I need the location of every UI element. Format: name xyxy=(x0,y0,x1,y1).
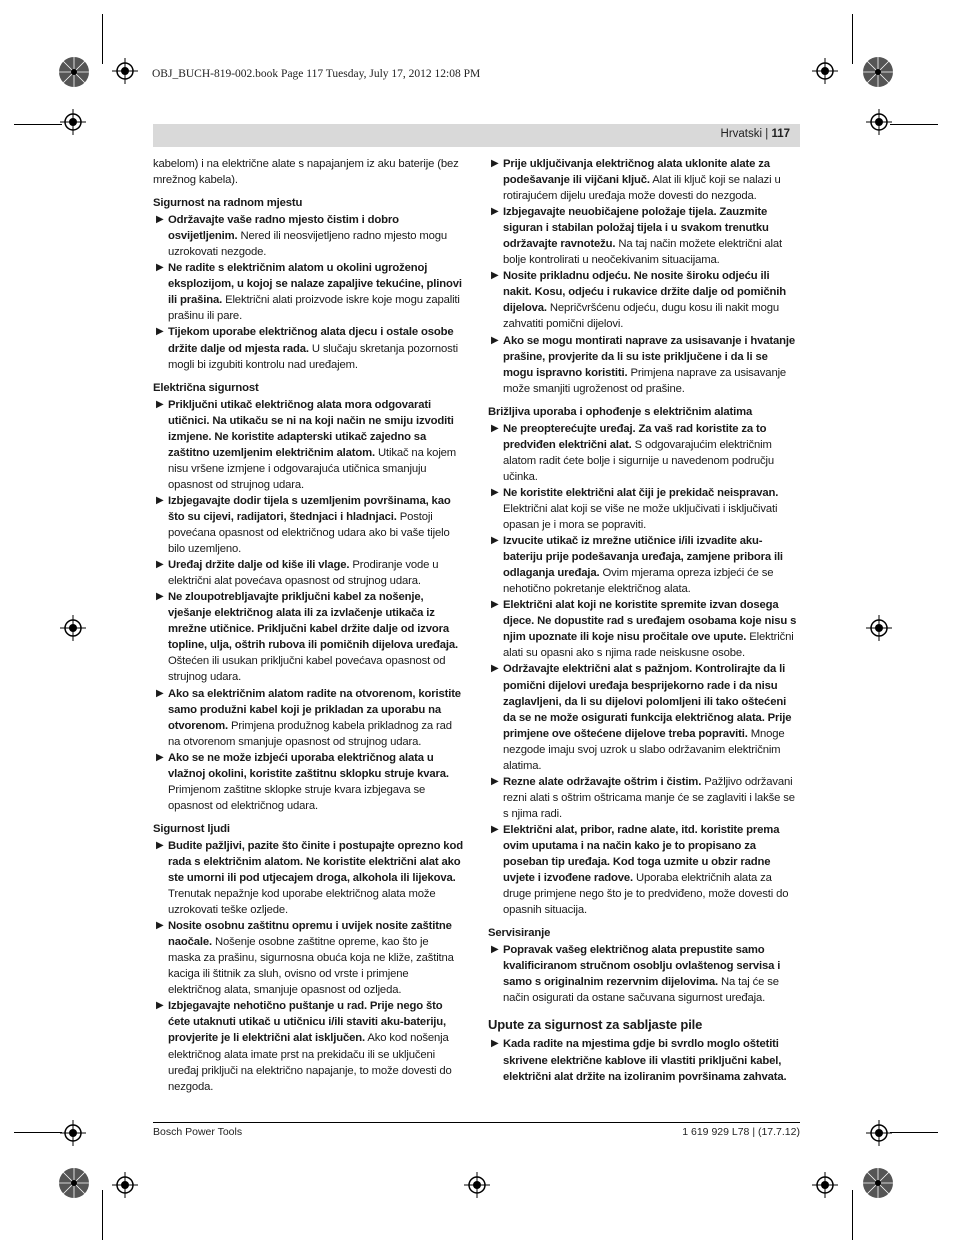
item-text: Nered ili neosvijetljeno radno mjesto mogu uzrokovati nezgode. xyxy=(168,230,448,259)
bullet-arrow-icon: ▶ xyxy=(156,326,164,338)
list-item xyxy=(488,204,800,268)
bullet-arrow-icon: ▶ xyxy=(491,334,499,346)
section-heading: Brižljiva uporaba i ophođenje s električnim alatima xyxy=(488,405,753,418)
footer-brand: Bosch Power Tools xyxy=(153,1126,243,1138)
list-item xyxy=(488,661,800,773)
list-item xyxy=(153,838,463,918)
bullet-arrow-icon: ▶ xyxy=(491,206,499,218)
list-item xyxy=(488,421,800,485)
bullet-arrow-icon: ▶ xyxy=(491,486,499,498)
item-text: Mnoge nezgode imaju svoj uzrok u slabo održavanim električnim alatima. xyxy=(503,727,785,772)
crop-line xyxy=(14,124,62,125)
registration-mark-icon xyxy=(812,58,838,84)
item-bold-text: Prije uključivanja električnog alata uklonite alate za podešavanje ili vijčani ključ. xyxy=(503,158,770,187)
bullet-arrow-icon: ▶ xyxy=(156,751,164,763)
crop-line xyxy=(102,1190,103,1240)
list-item xyxy=(153,260,463,324)
bullet-arrow-icon: ▶ xyxy=(156,591,164,603)
bullet-arrow-icon: ▶ xyxy=(491,158,499,169)
item-text: Ovim mjerama opreza izbjeći će se nehotično pokretanje električnog alata. xyxy=(503,567,774,596)
item-bold-text: Održavajte vaše radno mjesto čistim i dobro osvijetljenim. xyxy=(168,214,399,243)
page-header xyxy=(153,124,800,147)
crop-line xyxy=(890,124,938,125)
item-text: Utikač na kojem nisu vršene izmjene i odgovarajuća utičnica smanjuju opasnost od strujnog udara. xyxy=(168,446,457,491)
header-text xyxy=(721,128,790,140)
page-number: 117 xyxy=(771,128,790,140)
bullet-arrow-icon: ▶ xyxy=(156,839,164,851)
item-bold-text: Ne koristite električni alat čiji je prekidač neispravan. xyxy=(503,486,779,499)
item-bold-text: Ako sa električnim alatom radite na otvorenom, koristite samo produžni kabel koji je prikladan za uporabu na otvorenom. xyxy=(168,687,461,732)
bullet-arrow-icon: ▶ xyxy=(491,599,499,611)
bullet-arrow-icon: ▶ xyxy=(491,944,499,956)
item-text: Nepričvršćenu odjeću, dugu kosu ili nakit mogu zahvatiti pomični dijelovi. xyxy=(503,302,780,331)
item-text: Prodiranje vode u električni alat povećava opasnost od strujnog udara. xyxy=(168,559,439,588)
item-bold-text: Popravak vašeg električnog alata prepustite samo kvalificiranom stručnom osoblju ovlaštenog servisa i samo s originalnim rezervnim dijelovima. xyxy=(503,944,781,989)
header-language: Hrvatski | xyxy=(720,128,772,140)
right-column xyxy=(488,156,800,1085)
item-text: Pažljivo održavani rezni alati s oštrim oštricama manje će se zaglaviti i lakše se s njima radi. xyxy=(503,775,795,820)
chapter-heading: Upute za sigurnost za sabljaste pile xyxy=(488,1017,703,1033)
bullet-arrow-icon: ▶ xyxy=(156,262,164,274)
list-item xyxy=(153,397,463,493)
starburst-target-icon xyxy=(58,56,90,88)
bullet-arrow-icon: ▶ xyxy=(156,1000,164,1012)
item-bold-text: Električni alat, pribor, radne alate, itd. koristite prema ovim uputama i na način kako je to propisano za poseban tip uređaja. Kod toga uzmite u obzir radne uvjete i izvođene radove. xyxy=(503,823,780,885)
list-item xyxy=(153,589,463,685)
bullet-arrow-icon: ▶ xyxy=(491,663,499,675)
item-bold-text: Nosite osobnu zaštitnu opremu i uvijek nosite zaštitne naočale. xyxy=(168,920,452,949)
item-bold-text: Rezne alate održavajte oštrim i čistim. xyxy=(503,775,702,788)
item-text: Električni alat koji se više ne može uključivati i isključivati opasan je i mora se popraviti. xyxy=(503,502,778,532)
registration-mark-icon xyxy=(112,58,138,84)
section-heading: Sigurnost na radnom mjestu xyxy=(153,197,303,210)
bullet-arrow-icon: ▶ xyxy=(156,214,164,226)
crop-line xyxy=(102,14,103,64)
crop-line xyxy=(852,1190,853,1240)
item-bold-text: Izbjegavajte nehotično puštanje u rad. Prije nego što ćete utaknuti utikač u utičnicu i/ili staviti aku-bateriju, provjerite je li električni alat isključen. xyxy=(168,1000,447,1045)
list-item xyxy=(153,686,463,750)
list-item xyxy=(488,597,800,661)
item-bold-text: Ako se mogu montirati naprave za usisavanje i hvatanje prašine, provjerite da li su iste priključene i da li se mogu ispravno koristiti. xyxy=(503,334,795,379)
bullet-arrow-icon: ▶ xyxy=(491,775,499,787)
list-item xyxy=(488,822,800,918)
item-text: Na taj način možete električni alat bolje kontrolirati u neočekivanim situacijama. xyxy=(503,238,783,267)
bullet-arrow-icon: ▶ xyxy=(156,687,164,699)
registration-mark-icon xyxy=(866,615,892,641)
item-bold-text: Nosite prikladnu odjeću. Ne nosite široku odjeću ili nakit. Kosu, odjeću i rukavice držite dalje od pomičnih dijelova. xyxy=(503,270,787,315)
print-info-line: OBJ_BUCH-819-002.book Page 117 Tuesday, July 17, 2012 12:08 PM xyxy=(152,68,481,80)
footer-doc-number: 1 619 929 L78 | (17.7.12) xyxy=(682,1126,800,1138)
bullet-arrow-icon: ▶ xyxy=(491,823,499,835)
item-bold-text: Tijekom uporabe električnog alata djecu i ostale osobe držite dalje od mjesta rada. xyxy=(168,326,454,355)
item-bold-text: Izvucite utikač iz mrežne utičnice i/ili izvadite aku-bateriju prije podešavanja uređaja, zamjene pribora ili odlaganja uređaja. xyxy=(503,535,783,580)
intro-text: kabelom) i na električne alate s napajanjem iz aku baterije (bez mrežnog kabela). xyxy=(153,158,459,187)
item-bold-text: Kada radite na mjestima gdje bi svrdlo moglo oštetiti skrivene električne kablove ili vlastiti priključni kabel, električni alat držite na izoliranim površinama zahvata. xyxy=(503,1038,787,1083)
list-item xyxy=(488,156,800,204)
list-item xyxy=(488,268,800,332)
bullet-arrow-icon: ▶ xyxy=(156,494,164,506)
list-item xyxy=(153,493,463,557)
registration-mark-icon xyxy=(60,109,86,135)
item-text: U slučaju skretanja pozornosti mogli bi izgubiti kontrolu nad uređajem. xyxy=(168,342,459,371)
item-text: Primjena produžnog kabela prikladnog za rad na otvorenom smanjuje opasnost od strujnog udara. xyxy=(168,719,452,748)
item-text: Oštećen ili usukan priključni kabel povećava opasnost od strujnog udara. xyxy=(168,655,446,684)
item-text: Primjenom zaštitne sklopke struje kvara izbjegava se opasnost od električnog udara. xyxy=(168,783,426,812)
list-item xyxy=(488,333,800,397)
item-bold-text: Uređaj držite dalje od kiše ili vlage. xyxy=(168,559,350,572)
starburst-target-icon xyxy=(58,1167,90,1199)
item-text: Električni alati proizvode iskre koje mogu zapaliti prašinu ili pare. xyxy=(168,294,460,323)
item-bold-text: Budite pažljivi, pazite što činite i postupajte oprezno kod rada s električnim alatom. Ne koristite električni alat ako ste umorni ili pod utjecajem droga, alkohola ili lijekova. xyxy=(168,839,463,885)
list-item xyxy=(488,942,800,1006)
item-bold-text: Ne preopterećujte uređaj. Za vaš rad koristite za to predviđen električni alat. xyxy=(503,422,767,451)
crop-line xyxy=(890,1132,938,1133)
bullet-arrow-icon: ▶ xyxy=(491,270,499,282)
item-text: Trenutak nepažnje kod uporabe električnog alata može uzrokovati teške ozljede. xyxy=(168,888,436,917)
registration-mark-icon xyxy=(60,615,86,641)
item-text: S odgovarajućim električnim alatom radit ćete bolje i sigurnije u navedenom području učinka. xyxy=(503,438,775,483)
registration-mark-icon xyxy=(464,1172,490,1198)
item-bold-text: Izbjegavajte neuobičajene položaje tijela. Zauzmite siguran i stabilan položaj tijela i u svakom trenutku održavajte ravnotežu. xyxy=(503,206,769,251)
item-bold-text: Izbjegavajte dodir tijela s uzemljenim površinama, kao što su cijevi, radijatori, štednjaci i hladnjaci. xyxy=(168,494,451,523)
item-text: Postoji povećana opasnost od električnog udara ako bi vaše tijelo bilo uzemljeno. xyxy=(168,510,450,556)
list-item xyxy=(153,750,463,814)
bullet-arrow-icon: ▶ xyxy=(156,398,164,410)
registration-mark-icon xyxy=(812,1172,838,1198)
bullet-arrow-icon: ▶ xyxy=(156,559,164,571)
item-text: Na taj će se način osigurati da ostane sačuvana sigurnost uređaja. xyxy=(503,976,779,1005)
item-text: Nošenje osobne zaštitne opreme, kao što je maska za prašinu, sigurnosna obuća koja ne kliže, zaštitna kaciga ili štitnik za sluh, ovisno od vrste i primjene električnog alata, smanjuje opasnost od ozljeda. xyxy=(168,936,454,997)
list-item xyxy=(153,998,463,1094)
item-text: Alat ili ključ koji se nalazi u rotirajućem dijelu uređaja može dovesti do nezgoda. xyxy=(503,174,781,203)
registration-mark-icon xyxy=(866,1120,892,1146)
item-bold-text: Održavajte električni alat s pažnjom. Kontrolirajte da li pomični dijelovi uređaja besprijekorno rade i da nisu zaglavljeni, da li su dijelovi polomljeni ili tako oštećeni da se ne može osigurati funkcija električnog alata. Prije primjene ove oštećene dijelove treba popraviti. xyxy=(503,663,792,740)
item-bold-text: Priključni utikač električnog alata mora odgovarati utičnici. Na utikaču se ni na koji način ne smiju izvoditi izmjene. Ne koristite adapterski utikač zajedno sa zaštitno uzemljenim električnim alatom. xyxy=(168,398,454,459)
item-text: Uporaba električnih alata za druge primjene nego što je to predviđeno, može dovesti do opasnih situacija. xyxy=(503,872,789,917)
registration-mark-icon xyxy=(60,1120,86,1146)
list-item xyxy=(488,774,800,822)
starburst-target-icon xyxy=(862,56,894,88)
item-text: Električni alati su opasni ako s njima rade neiskusne osobe. xyxy=(503,631,794,660)
section-heading: Servisiranje xyxy=(488,927,551,940)
left-column xyxy=(153,156,463,1095)
crop-line xyxy=(852,14,853,64)
bullet-arrow-icon: ▶ xyxy=(491,422,499,434)
starburst-target-icon xyxy=(862,1167,894,1199)
item-bold-text: Ne radite s električnim alatom u okolini ugroženoj eksplozijom, u kojoj se nalaze zapaljive tekućine, plinovi ili prašina. xyxy=(168,262,462,307)
registration-mark-icon xyxy=(112,1172,138,1198)
section-heading: Električna sigurnost xyxy=(153,381,259,394)
section-heading: Sigurnost ljudi xyxy=(153,822,230,835)
bullet-arrow-icon: ▶ xyxy=(491,535,499,547)
item-text: Primjena naprave za usisavanje može smanjiti ugroženost od prašine. xyxy=(503,366,787,395)
item-bold-text: Električni alat koji ne koristite spremite izvan dosega djece. Ne dopustite rad s uređajem osobama koje nisu s njim upoznate ili koje nisu pročitale ove upute. xyxy=(503,599,797,644)
list-item xyxy=(488,485,800,533)
list-item xyxy=(488,1036,800,1084)
list-item xyxy=(153,212,463,260)
footer-divider xyxy=(153,1122,800,1123)
item-text: Ako kod nošenja električnog alata imate prst na prekidaču ili se uključeni uređaj priključi na električno napajanje, to može dovesti do nezgoda. xyxy=(168,1032,452,1093)
list-item xyxy=(488,533,800,597)
bullet-arrow-icon: ▶ xyxy=(491,1038,499,1050)
item-bold-text: Ne zloupotrebljavajte priključni kabel za nošenje, vješanje električnog alata ili za izvlačenje utikača iz mrežne utičnice. Priključni kabel držite dalje od izvora topline, ulja, oštrih rubova ili pomičnih dijelova uređaja. xyxy=(168,591,458,652)
list-item xyxy=(153,324,463,372)
list-item xyxy=(153,918,463,998)
bullet-arrow-icon: ▶ xyxy=(156,920,164,932)
crop-line xyxy=(14,1132,62,1133)
list-item xyxy=(153,557,463,589)
registration-mark-icon xyxy=(866,109,892,135)
item-bold-text: Ako se ne može izbjeći uporaba električnog alata u vlažnoj okolini, koristite zaštitnu sklopku struje kvara. xyxy=(168,751,449,780)
